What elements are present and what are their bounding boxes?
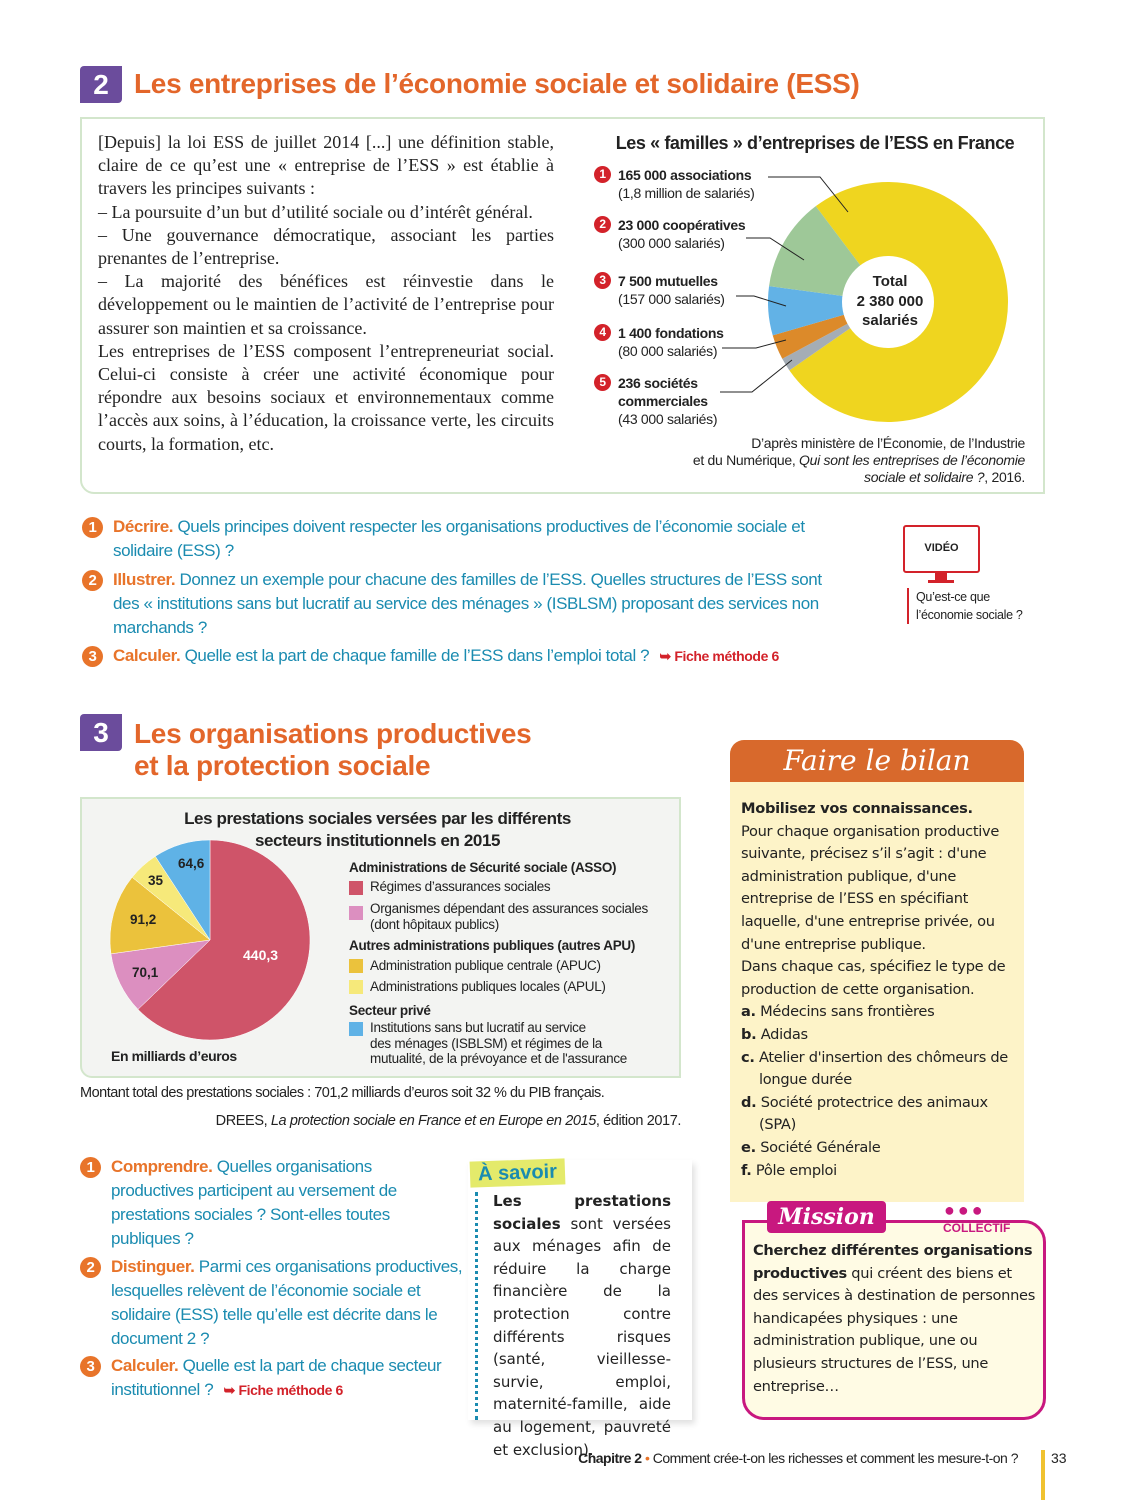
paragraph: [Depuis] la loi ESS de juillet 2014 [...] une définition stable, claire de ce qu’est une « entreprise de l’ESS » est établie à travers les principes suivants :	[98, 132, 554, 199]
mission-title: Mission	[767, 1201, 886, 1233]
legend-swatch	[349, 1022, 363, 1036]
a-savoir-text	[493, 1190, 671, 1461]
employee-count: (43 000 salariés)	[618, 411, 718, 427]
video-label: VIDÉO	[924, 542, 959, 554]
title-line: et la protection sociale	[134, 750, 431, 781]
source-year: , 2016.	[984, 469, 1025, 485]
monitor-base-icon	[928, 580, 954, 583]
number-badge: 5	[594, 374, 611, 391]
legend-line: Organismes dépendant des assurances sociales	[370, 901, 648, 916]
bilan-heading: Mobilisez vos connaissances.	[741, 800, 973, 817]
legend-group: Autres administrations publiques (autres APU)	[349, 938, 636, 953]
item-text: Société protectrice des animaux (SPA)	[759, 1093, 988, 1134]
item-text: Pôle emploi	[755, 1161, 837, 1179]
item-text: Médecins sans frontières	[760, 1003, 935, 1021]
question-number-badge: 2	[82, 570, 103, 591]
question-text: Donnez un exemple pour chacune des familles de l’ESS. Quelles structures de l’ESS sont des « institutions sans but lucratif au service des ménages » (ISBLSM) proposant des services non marchands ?	[113, 570, 822, 637]
paragraph: Les entreprises de l’ESS composent l’entrepreneuriat social. Celui-ci consiste à créer une activité économique pour répondre aux besoins sociaux et environnementaux comme l’accès aux soins, à l’éducation, la croissance verte, les circuits courts, la formation, etc.	[98, 340, 554, 454]
leader-line	[720, 360, 792, 392]
legend-label: Administrations publiques locales (APUL)	[370, 979, 606, 994]
separator: •	[641, 1450, 653, 1466]
video-caption[interactable]: Qu’est-ce que l’économie sociale ?	[907, 588, 1047, 624]
question-label: Calculer.	[111, 1356, 179, 1375]
source-title: Qui sont les entreprises de l’économie	[799, 452, 1025, 468]
bilan-text	[741, 798, 1021, 1182]
item-letter: a.	[741, 1003, 756, 1021]
mission-body: qui créent des biens et des services à destination de personnes handicapées physiques : une administration publique, une ou plusieurs structures de l’ESS, une entreprise…	[753, 1264, 1036, 1395]
item-text: Atelier d'insertion des chômeurs de longue durée	[758, 1048, 1008, 1089]
legend-line: mutualité, de la prévoyance et de l'assurance	[370, 1051, 627, 1066]
slice-label: 64,6	[178, 856, 205, 871]
legend-label	[370, 901, 648, 932]
question-number-badge: 2	[80, 1257, 101, 1278]
dotted-divider	[475, 1192, 478, 1420]
item-letter: d.	[741, 1093, 757, 1111]
section-number: 2	[80, 66, 122, 103]
legend-line: (dont hôpitaux publics)	[370, 916, 499, 932]
item-text: Adidas	[760, 1025, 808, 1043]
legend-swatch	[349, 980, 363, 994]
section-title: Les entreprises de l’économie sociale et solidaire (ESS)	[134, 68, 860, 99]
question-number-badge: 3	[82, 646, 103, 667]
total-caption: Montant total des prestations sociales : 701,2 milliards d’euros soit 32 % du PIB français.	[80, 1085, 605, 1101]
fiche-label[interactable]: Fiche méthode 6	[674, 648, 779, 664]
employee-count: (1,8 million de salariés)	[618, 185, 755, 201]
question-label: Calculer.	[113, 646, 181, 665]
legend-line: des ménages (ISBLSM) et régimes de la	[370, 1035, 603, 1051]
mission-text	[753, 1240, 1038, 1398]
source-title: sociale et solidaire ?	[864, 469, 985, 485]
paragraph: – La majorité des bénéfices est réinvestie dans le développement ou le maintien de l’activité de l’entreprise pour assurer son maintien et sa croissance.	[98, 271, 554, 338]
bilan-item	[741, 1160, 1021, 1183]
center-label-line: 2 380 000	[856, 292, 924, 310]
question-number-badge: 1	[80, 1157, 101, 1178]
legend-group: Secteur privé	[349, 1003, 431, 1018]
source-title: La protection sociale en France et en Europe en 2015	[270, 1113, 596, 1129]
bilan-item	[741, 1024, 1021, 1047]
employee-count: (157 000 salariés)	[618, 291, 725, 307]
question-label: Comprendre.	[111, 1157, 213, 1176]
term: Les prestations sociales	[493, 1192, 671, 1233]
item-text: Société Générale	[760, 1138, 881, 1156]
family-label: 1 400 fondations	[618, 325, 724, 341]
question-text: Quelles organisations productives participent au versement de prestations sociales ? Sont-elles toutes publiques ?	[111, 1157, 397, 1248]
definition: sont versées aux ménages afin de réduire la charge financière de la protection contre différents risques (santé, vieillesse-survie, emploi, maternité-famille, aide au logement, pauvreté et exclusion).	[493, 1214, 671, 1459]
family-label: 236 sociétés commerciales	[618, 375, 708, 409]
question-label: Décrire.	[113, 517, 174, 536]
social-benefits-pie-chart	[0, 0, 700, 1100]
family-label: 23 000 coopératives	[618, 217, 746, 233]
source-line: et du Numérique,	[692, 452, 800, 468]
question-number-badge: 3	[80, 1356, 101, 1377]
employee-count: (300 000 salariés)	[618, 235, 725, 251]
chapter-label: Chapitre 2	[578, 1450, 642, 1466]
bilan-item	[741, 1137, 1021, 1160]
group-people-icon: ●●●	[944, 1200, 986, 1220]
legend-swatch	[349, 906, 363, 920]
question-text: Quelle est la part de chaque famille de l’ESS dans l’emploi total ?	[180, 646, 650, 665]
legend-group: Administrations de Sécurité sociale (ASSO)	[349, 860, 617, 875]
section-number: 3	[80, 714, 122, 751]
number-badge: 1	[594, 166, 611, 183]
chart-title: Les « familles » d’entreprises de l’ESS en France	[615, 133, 1015, 153]
legend-label	[370, 1020, 627, 1067]
slice-label: 35	[148, 873, 164, 888]
legend-label: Régimes d’assurances sociales	[370, 879, 551, 894]
bilan-intro: Dans chaque cas, spécifiez le type de production de cette organisation.	[741, 958, 1006, 998]
fiche-methode-link[interactable]: ➥ Fiche méthode 6	[223, 1382, 343, 1398]
fiche-label[interactable]: Fiche méthode 6	[238, 1382, 343, 1398]
footer-chapter	[420, 1450, 1018, 1466]
item-letter: b.	[741, 1025, 757, 1043]
page-edge-bar	[1041, 1450, 1045, 1500]
legend-swatch	[349, 959, 363, 973]
question-label: Distinguer.	[111, 1257, 195, 1276]
question-number-badge: 1	[82, 517, 103, 538]
bilan-title: Faire le bilan	[783, 744, 971, 777]
bilan-item	[741, 1047, 1021, 1092]
number-badge: 2	[594, 216, 611, 233]
question-3	[80, 1354, 465, 1402]
question-label: Illustrer.	[113, 570, 176, 589]
center-label-line: Total	[872, 273, 908, 290]
item-letter: e.	[741, 1138, 756, 1156]
doc-source	[80, 1113, 681, 1129]
item-letter: c.	[741, 1048, 755, 1066]
donut-center-label	[842, 272, 938, 331]
source-line: D’après ministère de l’Économie, de l’Industrie	[751, 435, 1025, 451]
slice-label: 440,3	[243, 947, 279, 963]
video-button[interactable]	[903, 525, 980, 573]
center-label-line: salariés	[862, 312, 918, 329]
question-1	[80, 1155, 435, 1251]
employee-count: (80 000 salariés)	[618, 343, 718, 359]
legend-label: Administration publique centrale (APUC)	[370, 958, 601, 973]
a-savoir-title: À savoir	[470, 1158, 566, 1187]
legend-line: Institutions sans but lucratif au service	[370, 1020, 586, 1035]
bilan-intro: Pour chaque organisation productive suivante, précisez s’il s’agit : d'une administration publique, d'une entreprise de l’ESS en spécifiant laquelle, d'une entreprise privée, ou d'une entreprise publique.	[741, 822, 1000, 953]
legend-swatch	[349, 881, 363, 895]
family-label: 165 000 associations	[618, 167, 752, 183]
family-label: 7 500 mutuelles	[618, 273, 718, 289]
paragraph: – Une gouvernance démocratique, associant les parties prenantes de l’entreprise.	[98, 224, 554, 269]
page-number: 33	[1051, 1450, 1067, 1466]
collectif-badge: COLLECTIF	[943, 1221, 1011, 1235]
chapter-title: Comment crée-t-on les richesses et comment les mesure-t-on ?	[652, 1450, 1018, 1466]
number-badge: 3	[594, 272, 611, 289]
number-badge: 4	[594, 324, 611, 341]
title-line: Les organisations productives	[134, 718, 532, 749]
question-text: Quelle est la part de chaque secteur institutionnel ?	[111, 1356, 442, 1399]
item-letter: f.	[741, 1161, 752, 1179]
fiche-methode-link[interactable]: ➥ Fiche méthode 6	[659, 648, 779, 664]
mission-bold: Cherchez différentes organisations productives	[753, 1242, 1033, 1282]
source-edition: , édition 2017.	[595, 1113, 681, 1129]
slice-label: 91,2	[130, 912, 157, 927]
bilan-item	[741, 1001, 1021, 1024]
source-author: DREES,	[215, 1113, 271, 1129]
question-2	[80, 1255, 465, 1351]
slice-label: 70,1	[132, 965, 159, 980]
bilan-item	[741, 1092, 1021, 1137]
unit-label: En milliards d’euros	[111, 1048, 237, 1064]
question-text: Parmi ces organisations productives, lesquelles relèvent de l’économie sociale et solidaire (ESS) telle qu’elle est décrite dans le document 2 ?	[111, 1257, 463, 1348]
question-text: Quels principes doivent respecter les organisations productives de l’économie sociale et solidaire (ESS) ?	[113, 517, 805, 560]
paragraph: – La poursuite d’un but d’utilité sociale ou d’intérêt général.	[98, 201, 533, 222]
chart-title: Les prestations sociales versées par les différents secteurs institutionnels en 2015	[184, 809, 571, 850]
faire-le-bilan-header	[730, 740, 1024, 782]
